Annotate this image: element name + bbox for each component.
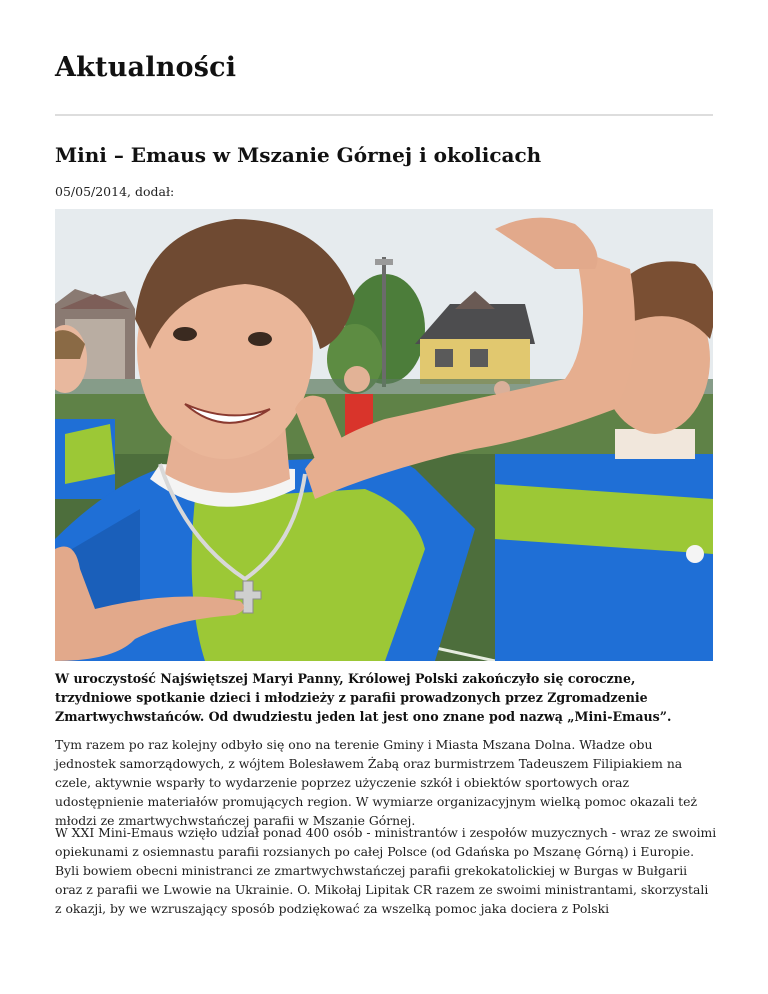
divider <box>55 114 713 116</box>
article-title[interactable]: Mini – Emaus w Mszanie Górnej i okolicach <box>55 143 542 167</box>
article-paragraph: W XXI Mini-Emaus wzięło udział ponad 400 osób - ministrantów i zespołów muzycznych - wraz ze swoimi opiekunami z osiemnastu parafii rozsianych po całej Polsce (od Gdańska po Mszanę Górną) i Europie. Byli bowiem obecni ministranci ze zmartwychwstańczej parafii grekokatolickiej w Burgas w Bułgarii oraz z parafii we Lwowie na Ukrainie. O. Mikołaj Lipitak CR razem ze swoimi ministrantami, skorzystali z okazji, by we wzruszający sposób podziękować za wszelką pomoc jaka dociera z Polski <box>55 825 717 916</box>
article-lead: W uroczystość Najświętszej Maryi Panny, Królowej Polski zakończyło się coroczne, trzydniowe spotkanie dzieci i młodzieży z parafii prowadzonych przez Zgromadzenie Zmartwychwstańców. Od dwudziestu jeden lat jest ono znane pod nazwą „Mini-Emaus”. <box>55 671 672 724</box>
article-paragraph: Tym razem po raz kolejny odbyło się ono na terenie Gminy i Miasta Mszana Dolna. Władze obu jednostek samorządowych, z wójtem Bolesławem Żabą oraz burmistrzem Tadeuszem Filipiakiem na czele, aktywnie wsparły to wydarzenie poprzez użyczenie szkół i obiektów sportowych oraz udostępnienie materiałów promujących region. W wymiarze organizacyjnym wielką pomoc okazali też młodzi ze zmartwychwstańczej parafii w Mszanie Górnej. <box>55 737 698 828</box>
article-meta: 05/05/2014, dodał: <box>55 184 175 199</box>
page-title: Aktualności <box>55 52 237 83</box>
article-photo <box>55 209 713 661</box>
